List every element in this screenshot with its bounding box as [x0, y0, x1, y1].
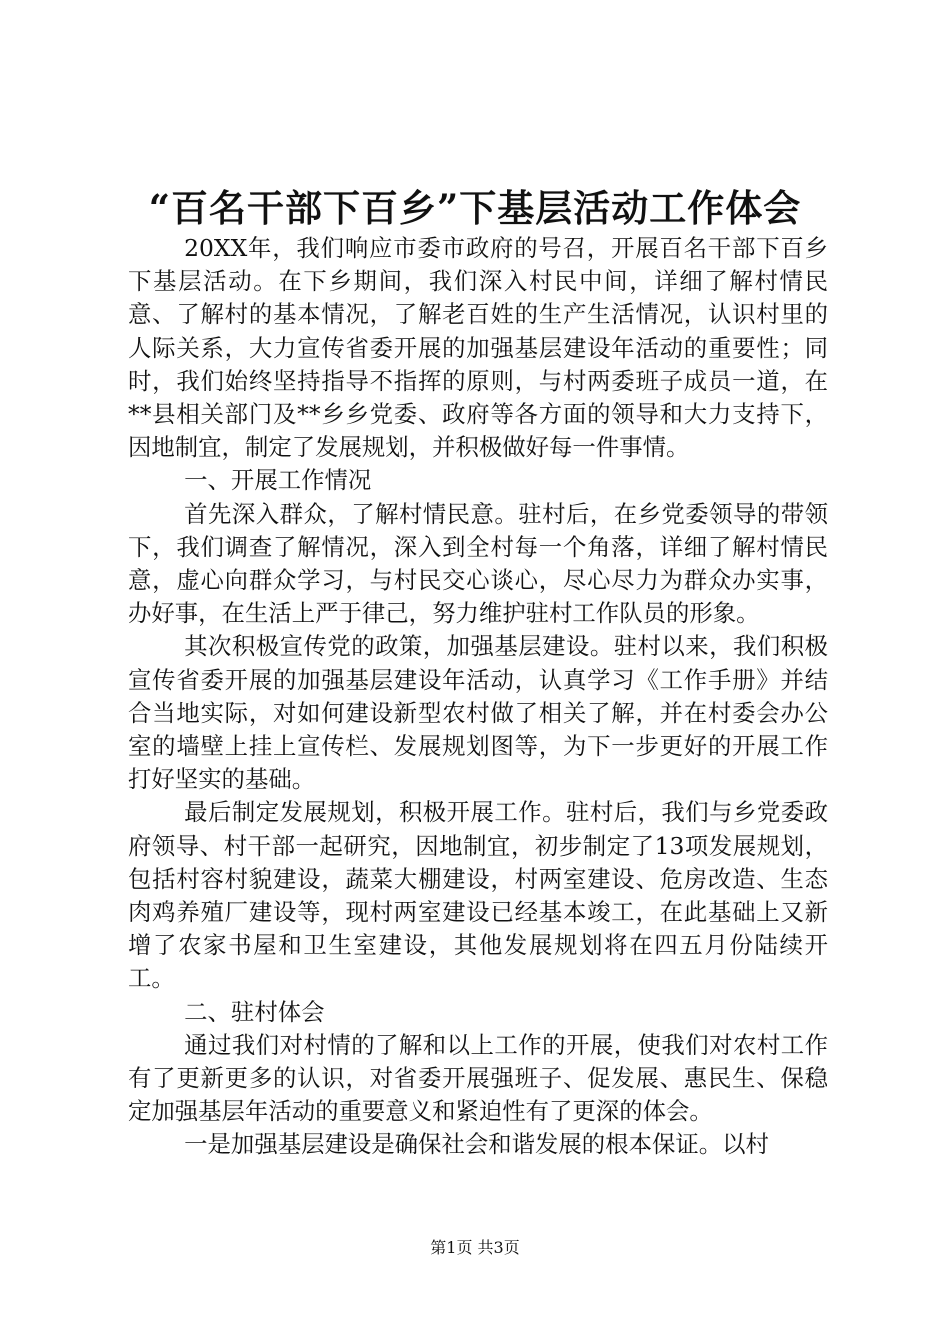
paragraph-last: 最后制定发展规划，积极开展工作。驻村后，我们与乡党委政府领导、村干部一起研究，因地制宜，初步制定了13项发展规划，包括村容村貌建设，蔬菜大棚建设，村两室建设、危房改造、生态肉鸡养殖厂建设等，现村两室建设已经基本竣工，在此基础上又新增了农家书屋和卫生室建设，其他发展规划将在四五月份陆续开工。 — [128, 798, 828, 993]
document-body — [128, 232, 828, 1162]
paragraph-experience: 通过我们对村情的了解和以上工作的开展，使我们对农村工作有了更新更多的认识，对省委开展强班子、促发展、惠民生、保稳定加强基层年活动的重要意义和紧迫性有了更深的体会。 — [128, 1030, 828, 1126]
document-title: “百名干部下百乡”下基层活动工作体会 — [148, 186, 802, 230]
section-heading-2: 二、驻村体会 — [184, 997, 325, 1026]
paragraph-intro: 20XX年，我们响应市委市政府的号召，开展百名干部下百乡下基层活动。在下乡期间，我们深入村民中间，详细了解村情民意、了解村的基本情况，了解老百姓的生产生活情况，认识村里的人际关系，大力宣传省委开展的加强基层建设年活动的重要性；同时，我们始终坚持指导不指挥的原则，与村两委班子成员一道，在**县相关部门及**乡乡党委、政府等各方面的领导和大力支持下，因地制宜，制定了发展规划，并积极做好每一件事情。 — [128, 234, 828, 462]
paragraph-first: 首先深入群众，了解村情民意。驻村后，在乡党委领导的带领下，我们调查了解情况，深入到全村每一个角落，详细了解村情民意，虚心向群众学习，与村民交心谈心，尽心尽力为群众办实事，办好事，在生活上严于律己，努力维护驻村工作队员的形象。 — [128, 499, 828, 628]
page-footer: 第1页 共3页 — [430, 1238, 520, 1257]
paragraph-point-one: 一是加强基层建设是确保社会和谐发展的根本保证。以村 — [184, 1130, 769, 1159]
section-heading-1: 一、开展工作情况 — [184, 466, 372, 495]
paragraph-second: 其次积极宣传党的政策，加强基层建设。驻村以来，我们积极宣传省委开展的加强基层建设年活动，认真学习《工作手册》并结合当地实际，对如何建设新型农村做了相关了解，并在村委会办公室的墙壁上挂上宣传栏、发展规划图等，为下一步更好的开展工作打好坚实的基础。 — [128, 632, 828, 794]
